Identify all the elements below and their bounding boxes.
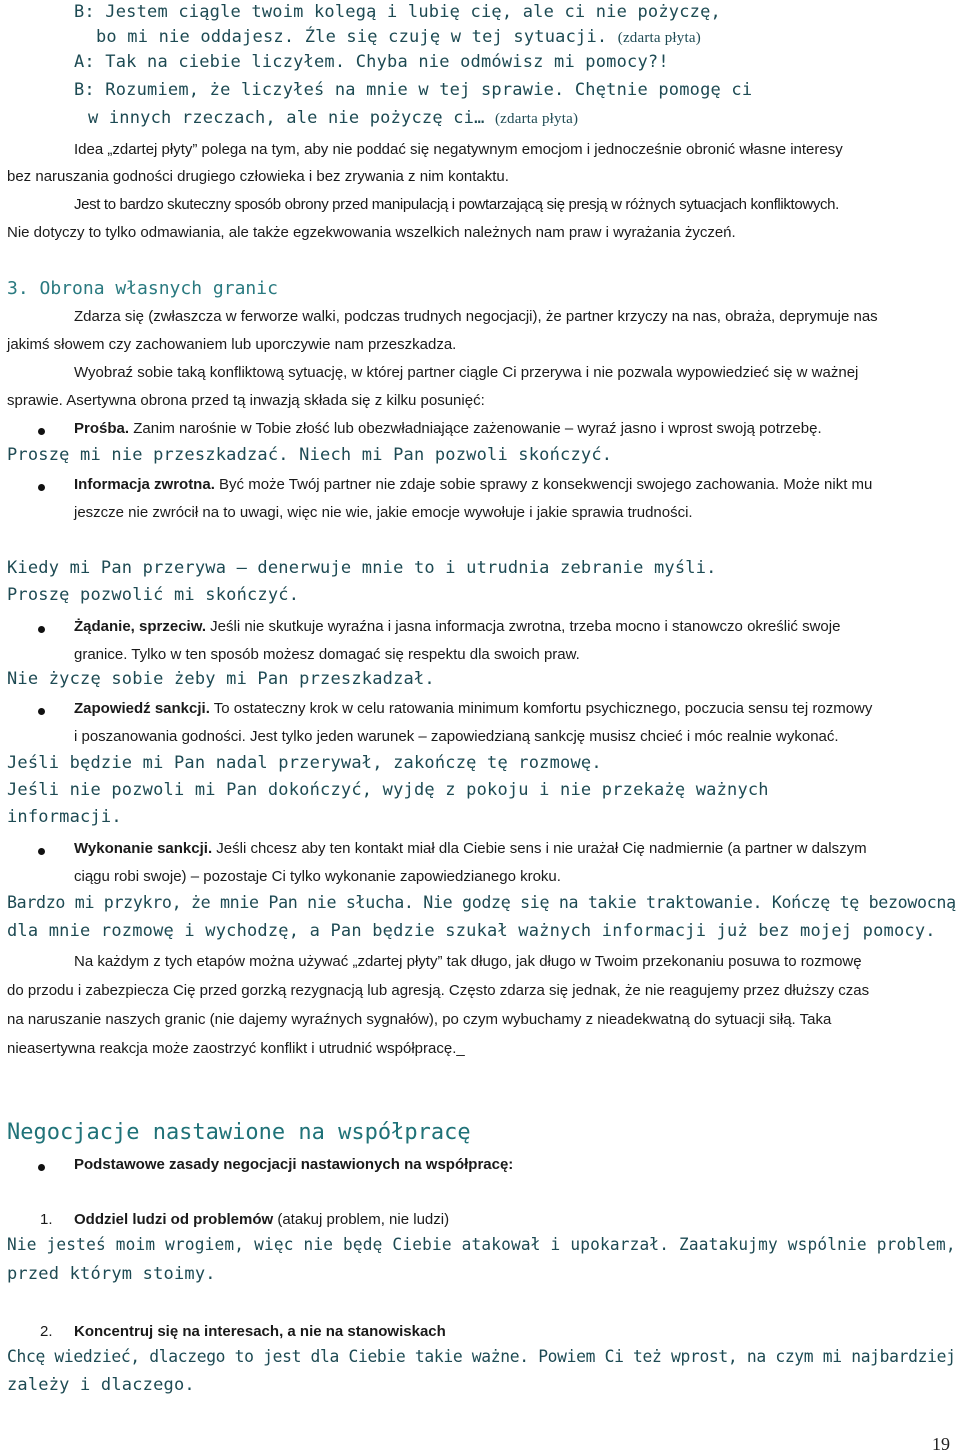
paragraph-line: bez naruszania godności drugiego człowieka i bez zrywania z nim kontaktu.	[7, 168, 509, 185]
paragraph-line: do przodu i zabezpiecza Cię przed gorzką rezygnacją lub agresją. Często zdarza się jednak, że nie reagujemy przez dłuższy czas	[7, 982, 870, 999]
dialog-line	[96, 27, 701, 47]
list-item-cont: ciągu robi swoje) – pozostaje Ci tylko wykonanie zapowiedzianego kroku.	[74, 868, 561, 885]
list-item-text: Jeśli nie skutkuje wyraźna i jasna informacja zwrotna, trzeba mocno i stanowczo określić swoje	[206, 618, 841, 635]
list-item: Podstawowe zasady negocjacji nastawionych na współpracę:	[74, 1156, 514, 1173]
bullet-icon	[38, 626, 45, 633]
paragraph-line: na naruszanie naszych granic (nie dajemy wyraźnych sygnałów), po czym wybuchamy z nieadekwatną do sytuacji siłą. Taka	[7, 1011, 832, 1028]
rule-label: Koncentruj się na interesach, a nie na stanowiskach	[74, 1323, 446, 1340]
list-item	[74, 618, 840, 635]
example-line: Jeśli nie pozwoli mi Pan dokończyć, wyjdę z pokoju i nie przekażę ważnych	[7, 780, 769, 800]
bullet-icon	[38, 484, 45, 491]
example-line: Nie życzę sobie żeby mi Pan przeszkadzał.	[7, 669, 435, 689]
example-line: informacji.	[7, 807, 122, 827]
paragraph-line: Zdarza się (zwłaszcza w ferworze walki, podczas trudnych negocjacji), że partner krzyczy na nas, obraża, deprymuje nas	[74, 308, 878, 325]
section-heading: 3. Obrona własnych granic	[7, 278, 278, 299]
section-heading: Negocjacje nastawione na współpracę	[7, 1120, 471, 1145]
list-item	[74, 476, 872, 493]
example-line: zależy i dlaczego.	[7, 1375, 195, 1395]
dialog-line: B: Rozumiem, że liczyłeś na mnie w tej sprawie. Chętnie pomogę ci	[74, 80, 753, 100]
list-item-cont: granice. Tylko w ten sposób możesz domagać się respektu dla swoich praw.	[74, 646, 580, 663]
paragraph-line: Wyobraź sobie taką konfliktową sytuację, w której partner ciągle Ci przerywa i nie pozwala wypowiedzieć się w ważnej	[74, 364, 859, 381]
dialog-line	[88, 108, 578, 128]
paragraph-line: Na każdym z tych etapów można używać „zdartej płyty” tak długo, jak długo w Twoim przekonaniu posuwa to rozmowę	[74, 953, 862, 970]
paragraph-line: jakimś słowem czy zachowaniem lub uporczywie nam przeszkadza.	[7, 336, 457, 353]
dialog-text: bo mi nie oddajesz. Źle się czuję w tej sytuacji.	[96, 27, 608, 47]
dialog-text: w innych rzeczach, ale nie pożyczę ci…	[88, 108, 485, 128]
example-line: Bardzo mi przykro, że mnie Pan nie słucha. Nie godzę się na takie traktowanie. Kończę tę bezowocną	[7, 893, 956, 913]
rule-item	[74, 1211, 449, 1228]
example-line: Nie jesteś moim wrogiem, więc nie będę Ciebie atakował i upokarzał. Zaatakujmy wspólnie problem,	[7, 1235, 956, 1255]
bullet-icon	[38, 708, 45, 715]
paragraph-line: Idea „zdartej płyty” polega na tym, aby nie poddać się negatywnym emocjom i jednocześnie obronić własne interesy	[74, 141, 843, 158]
example-line: dla mnie rozmowę i wychodzę, a Pan będzie szukał ważnych informacji już bez mojej pomocy.	[7, 921, 936, 941]
list-item-label: Żądanie, sprzeciw.	[74, 618, 206, 635]
page-number: 19	[932, 1434, 950, 1454]
bullet-icon	[38, 1164, 45, 1171]
list-item	[74, 840, 867, 857]
dialog-tag: (zdarta płyta)	[494, 111, 579, 127]
example-line: Jeśli będzie mi Pan nadal przerywał, zakończę tę rozmowę.	[7, 753, 602, 773]
example-line: Chcę wiedzieć, dlaczego to jest dla Ciebie takie ważne. Powiem Ci też wprost, na czym mi najbardziej	[7, 1347, 956, 1367]
rule-number: 2.	[40, 1323, 53, 1340]
list-item	[74, 700, 872, 717]
paragraph-line: Nie dotyczy to tylko odmawiania, ale także egzekwowania wszelkich należnych nam praw i wyrażania życzeń.	[7, 224, 736, 241]
list-item-text: Zanim narośnie w Tobie złość lub obezwładniające zażenowanie – wyraź jasno i wprost swoją potrzebę.	[129, 420, 822, 437]
rule-text: (atakuj problem, nie ludzi)	[273, 1211, 450, 1228]
bullet-icon	[38, 428, 45, 435]
paragraph-line: sprawie. Asertywna obrona przed tą inwazją składa się z kilku posunięć:	[7, 392, 485, 409]
list-item-text: Być może Twój partner nie zdaje sobie sprawy z konsekwencji swojego zachowania. Może nikt mu	[214, 476, 873, 493]
example-line: Proszę mi nie przeszkadzać. Niech mi Pan pozwoli skończyć.	[7, 445, 613, 465]
list-item-label: Zapowiedź sankcji.	[74, 700, 210, 717]
dialog-tag: (zdarta płyta)	[617, 30, 701, 46]
paragraph-line: nieasertywna reakcja może zaostrzyć konflikt i utrudnić współpracę._	[7, 1040, 465, 1057]
example-line: Proszę pozwolić mi skończyć.	[7, 585, 300, 605]
list-item-text: To ostateczny krok w celu ratowania minimum komfortu psychicznego, poczucia sensu tej rozmowy	[209, 700, 873, 717]
list-item-label: Wykonanie sankcji.	[74, 840, 213, 857]
dialog-line: A: Tak na ciebie liczyłem. Chyba nie odmówisz mi pomocy?!	[74, 52, 669, 72]
list-item-label: Informacja zwrotna.	[74, 476, 215, 493]
rule-number: 1.	[40, 1211, 53, 1228]
example-line: przed którym stoimy.	[7, 1264, 216, 1284]
list-item-cont: jeszcze nie zwrócił na to uwagi, więc nie wie, jakie emocje wywołuje i jakie sprawia trudności.	[74, 504, 693, 521]
list-item	[74, 420, 822, 437]
list-item-cont: i poszanowania godności. Jest tylko jeden warunek – zapowiedzianą sankcję musisz chcieć i móc realnie wykonać.	[74, 728, 839, 745]
list-item-label: Prośba.	[74, 420, 130, 437]
example-line: Kiedy mi Pan przerywa – denerwuje mnie to i utrudnia zebranie myśli.	[7, 558, 717, 578]
list-item-text: Jeśli chcesz aby ten kontakt miał dla Ciebie sens i nie urażał Cię nadmiernie (a partner w dalszym	[212, 840, 867, 857]
rule-label: Oddziel ludzi od problemów	[74, 1211, 274, 1228]
paragraph-line: Jest to bardzo skuteczny sposób obrony przed manipulacją i powtarzającą się presją w różnych sytuacjach konfliktowych.	[74, 196, 839, 213]
bullet-icon	[38, 848, 45, 855]
dialog-line: B: Jestem ciągle twoim kolegą i lubię cię, ale ci nie pożyczę,	[74, 2, 721, 22]
